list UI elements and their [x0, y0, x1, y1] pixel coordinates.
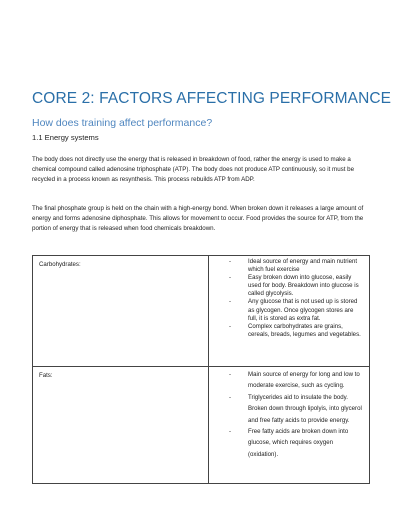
list-item: - Free fatty acids are broken down into glucose, which requires oxygen (oxidation). [227, 426, 363, 460]
row-content-fats [209, 367, 370, 484]
list-item: - Easy broken down into glucose, easily used for body. Breakdown into glucose is called glycolysis. [227, 274, 363, 298]
paragraph-atp: The body does not directly use the energy that is released in breakdown of food, rather the energy is used to make a chemical compound called adenosine triphosphate (ATP). The body does not produce ATP continuously, so it must be recycled in a process known as resynthesis. This process rebuilds ATP from ADP. [32, 156, 355, 184]
bullet-list [227, 258, 363, 339]
list-item: - Complex carbohydrates are grains, cereals, breads, legumes and vegetables. [227, 323, 363, 339]
list-item: - Any glucose that is not used up is stored as glycogen. Once glycogen stores are full, it is stored as extra fat. [227, 298, 363, 322]
energy-sources-table [32, 255, 370, 484]
row-label-carbohydrates: Carbohydrates: [33, 256, 209, 367]
row-label-fats: Fats: [33, 367, 209, 484]
section-heading: 1.1 Energy systems [32, 133, 99, 142]
page-title: CORE 2: FACTORS AFFECTING PERFORMANCE [32, 90, 392, 107]
table-row [33, 367, 370, 484]
paragraph-phosphate: The final phosphate group is held on the chain with a high-energy bond. When broken down it releases a large amount of energy and forms adenosine diphosphate. This allows for movement to occur. Food provides the source for ATP, from the portion of energy that is released when food chemicals breakdown. [32, 205, 364, 233]
list-item: - Ideal source of energy and main nutrient which fuel exercise [227, 258, 363, 274]
table-row [33, 256, 370, 367]
bullet-list [227, 369, 363, 460]
row-content-carbohydrates [209, 256, 370, 367]
list-item: - Main source of energy for long and low to moderate exercise, such as cycling. [227, 369, 363, 392]
list-item: - Triglycerides aid to insulate the body. Broken down through lipolyis, into glycerol and free fatty acids to provide energy. [227, 392, 363, 426]
page-subtitle: How does training affect performance? [32, 117, 213, 129]
